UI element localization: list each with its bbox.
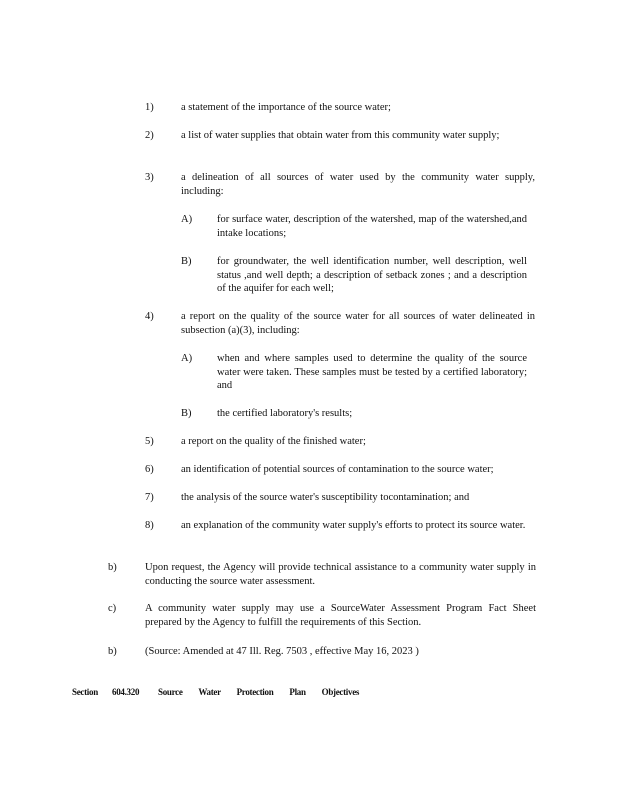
item-label: 8): [145, 520, 154, 531]
section-word: Section: [72, 687, 98, 697]
item-text: a report on the quality of the finished water;: [181, 436, 366, 447]
item-label: A): [181, 353, 193, 364]
item-text: A community water supply may use a SourceWater Assessment Program Fact Sheet prepared by the Agency to fulfill the requirements of this Section.: [145, 603, 536, 628]
next-section-heading: [72, 686, 359, 700]
item-text: a list of water supplies that obtain water from this community water supply;: [181, 130, 500, 141]
item-label: 6): [145, 464, 154, 475]
item-label: 4): [145, 311, 154, 322]
item-text: an explanation of the community water supply's efforts to protect its source water.: [181, 520, 526, 531]
section-number: 604.320: [112, 687, 140, 697]
item-label: b): [108, 646, 117, 657]
item-text: a statement of the importance of the source water;: [181, 102, 391, 113]
section-title: Source Water Protection Plan Objectives: [158, 687, 360, 697]
item-label: 2): [145, 130, 154, 141]
item-text: when and where samples used to determine the quality of the source water were taken. These samples must be tested by a certified laboratory; and: [217, 353, 527, 391]
item-text: a report on the quality of the source water for all sources of water delineated in subsection (a)(3), including:: [181, 311, 535, 336]
item-text: an identification of potential sources of contamination to the source water;: [181, 464, 494, 475]
item-label: B): [181, 408, 192, 419]
item-text: (Source: Amended at 47 Ill. Reg. 7503 , effective May 16, 2023 ): [145, 646, 419, 657]
item-label: 7): [145, 492, 154, 503]
item-label: 1): [145, 102, 154, 113]
item-label: 3): [145, 172, 154, 183]
item-text: for groundwater, the well identification number, well description, well status ,and well depth; a description of setback zones ; and a description of the aquifer for each well;: [217, 256, 527, 294]
item-label: B): [181, 256, 192, 267]
item-label: c): [108, 603, 117, 614]
item-label: b): [108, 562, 117, 573]
item-text: a delineation of all sources of water used by the community water supply, including:: [181, 172, 535, 197]
item-text: the analysis of the source water's susceptibility tocontamination; and: [181, 492, 470, 503]
item-text: for surface water, description of the watershed, map of the watershed,and intake locations;: [217, 214, 527, 239]
item-label: A): [181, 214, 193, 225]
item-text: the certified laboratory's results;: [217, 408, 353, 419]
item-label: 5): [145, 436, 154, 447]
item-text: Upon request, the Agency will provide technical assistance to a community water supply in conducting the source water assessment.: [145, 562, 536, 587]
